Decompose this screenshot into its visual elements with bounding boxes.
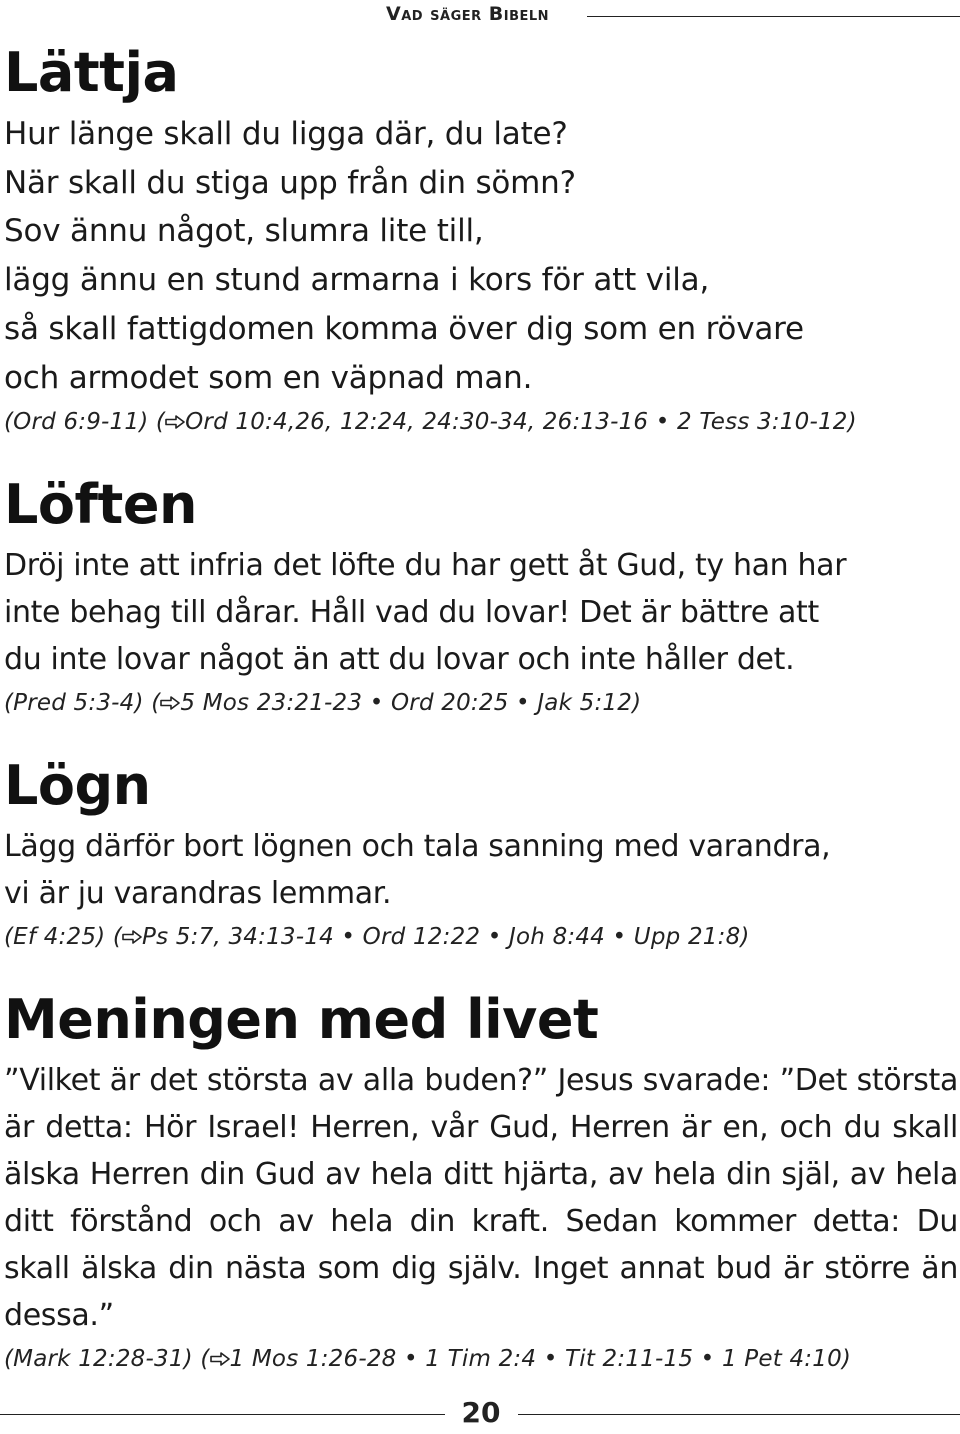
section-heading: Lögn — [4, 754, 151, 818]
hollow-right-arrow-icon — [210, 1347, 230, 1371]
reference-line — [4, 402, 958, 442]
page-footer — [0, 1394, 960, 1434]
running-header — [380, 0, 960, 30]
verse-text: ”Vilket är det största av alla buden?” Jesus svarade: ”Det största är detta: Hör Israel! Herren, vår Gud, Herren är en, och du skall älska Herren din Gud av hela ditt hjärta, av hela din själ, av hela ditt förstånd och av hela din kraft. Sedan kommer detta: Du skall älska din nästa som dig själv. Inget annat bud är större än dessa.” — [4, 1063, 958, 1334]
header-rule — [587, 16, 960, 17]
hollow-right-arrow-icon — [165, 410, 185, 434]
hollow-right-arrow-icon — [160, 691, 180, 715]
footer-rule-right — [518, 1414, 960, 1415]
primary-reference: (Pred 5:3-4) — [4, 690, 144, 717]
verse-text: Hur länge skall du ligga där, du late? När skall du stiga upp från din sömn? Sov ännu något, slumra lite till, lägg ännu en stund armarna i kors för att vila, så skall fattigdomen komma över dig som en rövare och armodet som en väpnad man. — [4, 116, 804, 396]
verse-text: Dröj inte att infria det löfte du har gett åt Gud, ty han har inte behag till dårar. Håll vad du lovar! Det är bättre att du inte lovar något än att du lovar och inte håller det. — [4, 548, 847, 678]
section-heading: Löften — [4, 473, 197, 537]
section-heading: Lättja — [4, 41, 179, 104]
see-also-open: ( — [151, 690, 161, 717]
section-meningen-med-livet — [4, 983, 958, 1379]
section-loften — [4, 468, 958, 723]
see-also-open: ( — [112, 924, 123, 951]
section-heading: Meningen med livet — [4, 988, 599, 1052]
primary-reference: (Ord 6:9-11) — [4, 409, 149, 436]
running-header-title: Vad säger Bibeln — [386, 3, 550, 25]
see-also-open: ( — [200, 1346, 210, 1373]
page-number: 20 — [461, 1396, 501, 1429]
reference-line — [4, 1339, 958, 1379]
see-also-references: Ord 10:4,26, 12:24, 24:30-34, 26:13-16 • 2 Tess 3:10-12) — [185, 409, 857, 436]
footer-rule-left — [0, 1414, 445, 1415]
hollow-right-arrow-icon — [122, 925, 142, 949]
section-logn — [4, 749, 958, 957]
reference-line — [4, 683, 958, 723]
see-also-references: 1 Mos 1:26-28 • 1 Tim 2:4 • Tit 2:11-15 • 1 Pet 4:10) — [229, 1346, 852, 1373]
primary-reference: (Mark 12:28-31) — [4, 1346, 193, 1373]
see-also-references: Ps 5:7, 34:13-14 • Ord 12:22 • Joh 8:44 • Upp 21:8) — [142, 924, 750, 951]
primary-reference: (Ef 4:25) — [4, 924, 106, 951]
section-lattja — [4, 36, 958, 442]
reference-line — [4, 917, 958, 957]
see-also-references: 5 Mos 23:21-23 • Ord 20:25 • Jak 5:12) — [180, 690, 642, 717]
verse-text: Lägg därför bort lögnen och tala sanning med varandra, vi är ju varandras lemmar. — [4, 829, 831, 912]
see-also-open: ( — [155, 409, 166, 436]
page-body — [4, 36, 958, 1405]
